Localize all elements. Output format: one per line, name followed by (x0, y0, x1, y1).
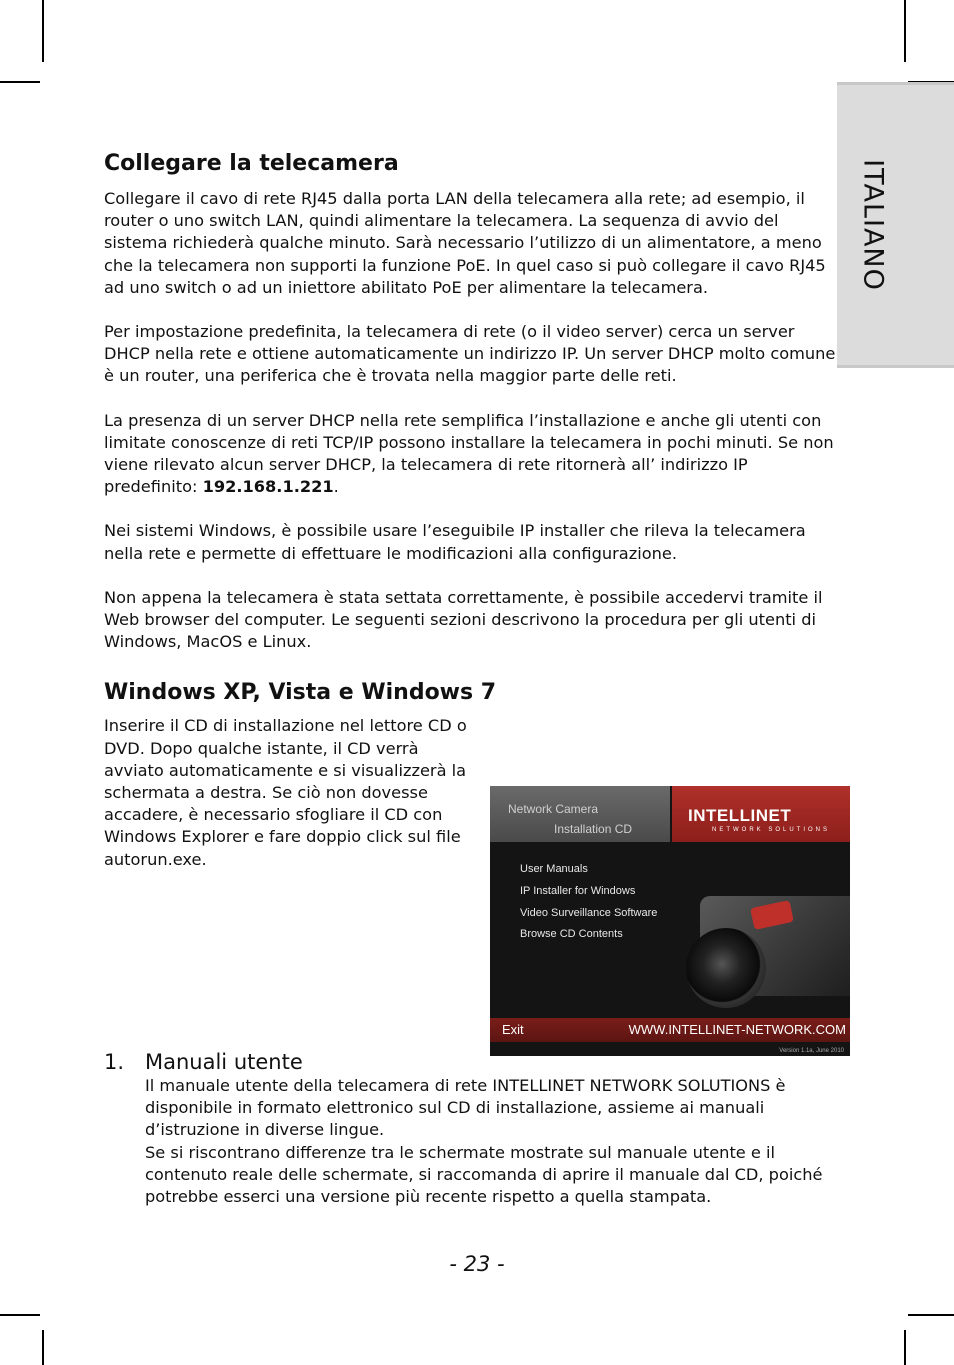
exit-button[interactable]: Exit (502, 1022, 524, 1037)
section-title-connect: Collegare la telecamera (104, 151, 399, 176)
crop-mark (904, 0, 906, 62)
cd-header-left (490, 786, 670, 842)
camera-lens (686, 928, 766, 1008)
crop-mark (42, 0, 44, 62)
default-ip: 192.168.1.221 (202, 477, 334, 497)
crop-mark (0, 81, 40, 83)
cd-menu-item[interactable]: Video Surveillance Software (520, 907, 658, 919)
cd-menu-item[interactable]: IP Installer for Windows (520, 885, 636, 897)
language-tab (837, 82, 954, 368)
cd-autorun-screenshot (490, 786, 850, 1056)
list-title-text: Manuali utente (145, 1050, 303, 1074)
cd-header-logo (672, 786, 850, 842)
list-item-title (104, 1049, 849, 1075)
paragraph: Collegare il cavo di rete RJ45 dalla porta LAN della telecamera alla rete; ad esempio, il router o uno switch LAN, quindi alimentare la telecamera. La sequenza di avvio del sistema richiederà qualche minuto. Sarà necessario l’utilizzo di un alimentatore, a meno che la telecamera non supporti la funzione PoE. In quel caso si può collegare il cavo RJ45 ad uno switch o ad un iniettore abilitato PoE per alimentare la telecamera. (104, 189, 826, 297)
list-paragraph: Se si riscontrano differenze tra le schermate mostrate sul manuale utente e il contenuto reale delle schermate, si raccomanda di aprire il manuale dal CD, poiché potrebbe esserci una versione più recente rispetto a quella stampata. (145, 1142, 823, 1207)
crop-mark (908, 1314, 954, 1316)
paragraph (104, 410, 844, 499)
main-content (104, 150, 844, 893)
list-paragraph: Il manuale utente della telecamera di rete INTELLINET NETWORK SOLUTIONS è disponibile in formato elettronico sul CD di installazione, assieme ai manuali d’istruzione in diverse lingue. (145, 1076, 786, 1140)
paragraph-text: La presenza di un server DHCP nella rete semplifica l’installazione e anche gli utenti con limitate conoscenze di reti TCP/IP possono installare la telecamera in pochi minuti. Se non viene rilevato alcun server DHCP, la telecamera di rete ritornerà all’ indirizzo IP predefinito: (104, 410, 834, 497)
logo-subtitle: NETWORK SOLUTIONS (712, 827, 831, 833)
cd-footer (490, 1018, 850, 1042)
page-number: - 23 - (449, 1252, 505, 1276)
crop-mark (42, 1330, 44, 1365)
section-title-windows: Windows XP, Vista e Windows 7 (104, 680, 497, 706)
paragraph: Nei sistemi Windows, è possibile usare l’eseguibile IP installer che rileva la telecamera nella rete e permette di effettuare le modificazioni alla configurazione. (104, 521, 806, 563)
cd-title-line1: Network Camera (508, 802, 599, 816)
language-tab-label: ITALIANO (857, 159, 889, 291)
crop-mark (904, 1330, 906, 1365)
intellinet-logo: INTELLINET (688, 806, 792, 825)
cd-title-line2: Installation CD (554, 822, 633, 836)
paragraph-windows: Inserire il CD di installazione nel lettore CD o DVD. Dopo qualche istante, il CD verrà avviato automaticamente e si visualizzerà la schermata a destra. Se ciò non dovesse accadere, è necessario sfogliare il CD con Windows Explorer e fare doppio click sul file autorun.exe. (104, 716, 467, 869)
crop-mark (0, 1314, 40, 1316)
ip-suffix: . (333, 477, 339, 497)
paragraph: Non appena la telecamera è stata settata correttamente, è possibile accedervi tramite il Web browser del computer. Le seguenti sezioni descrivono la procedura per gli utenti di Windows, MacOS e Linux. (104, 587, 823, 652)
cd-menu-item[interactable]: Browse CD Contents (520, 928, 623, 940)
cd-version: Version 1.1a, June 2010 (779, 1048, 844, 1054)
website-link[interactable]: WWW.INTELLINET-NETWORK.COM (628, 1022, 846, 1037)
list-item-manuals (104, 1049, 849, 1208)
cd-menu-item[interactable]: User Manuals (520, 863, 588, 875)
list-number: 1. (104, 1050, 125, 1074)
paragraph: Per impostazione predefinita, la telecamera di rete (o il video server) cerca un server DHCP nella rete e ottiene automaticamente un indirizzo IP. Un server DHCP molto comune è un router, una periferica che è trovata nella maggior parte delle reti. (104, 322, 836, 386)
